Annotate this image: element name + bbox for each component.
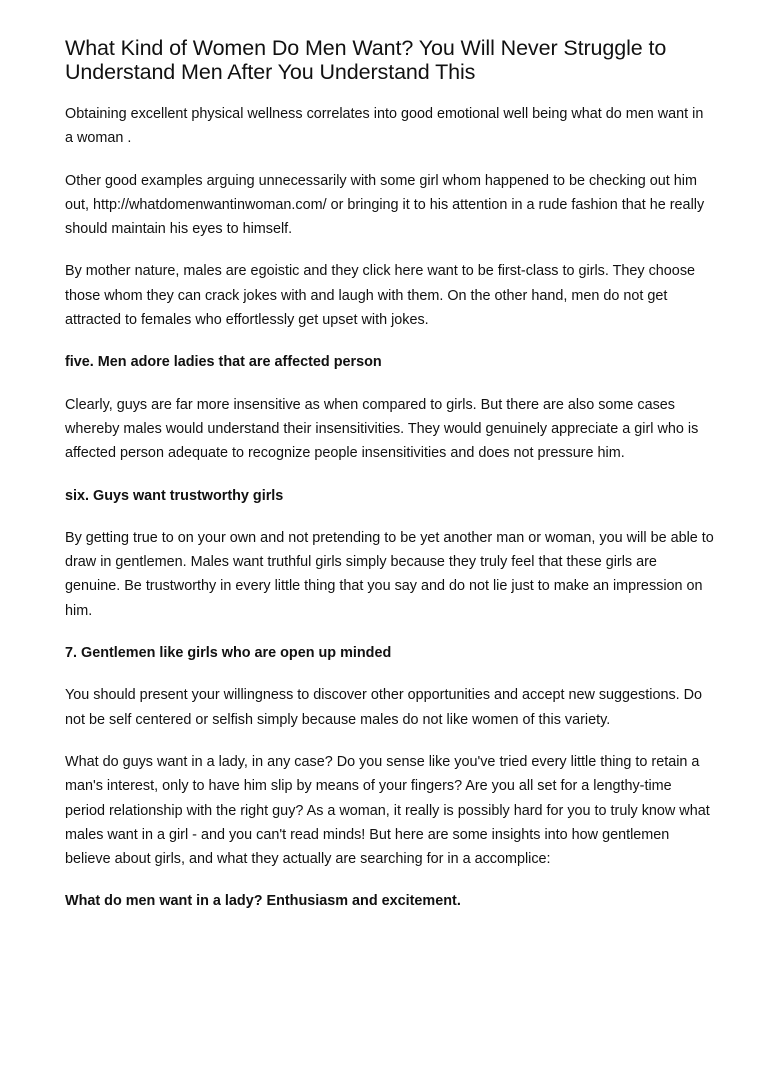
section-heading-seven: 7. Gentlemen like girls who are open up minded [65, 645, 392, 662]
section-heading-five: five. Men adore ladies that are affected person [65, 354, 382, 371]
paragraph-examples: Other good examples arguing unnecessarily with some girl whom happened to be checking out him out, http://whatdomenwantinwoman.com/ or bringing it to his attention in a rude fashion that he really should maintain his eyes to himself. [65, 172, 705, 238]
paragraph-trustworthy: By getting true to on your own and not pretending to be yet another man or woman, you will be able to draw in gentlemen. Males want truthful girls simply because they truly feel that these girls are genuine. Be trustworthy in every little thing that you say and do not lie just to make an impression on him. [65, 529, 714, 619]
paragraph-insensitive: Clearly, guys are far more insensitive as when compared to girls. But there are also some cases whereby males would understand their insensitivities. They would genuinely appreciate a girl who is affected person adequate to recognize people insensitivities and does not pressure him. [65, 396, 699, 462]
paragraph-what-do-guys-want: What do guys want in a lady, in any case? Do you sense like you've tried every little thing to retain a man's interest, only to have him slip by means of your fingers? Are you all set for a lengthy-time period relationship with the right guy? As a woman, it really is possibly hard for you to truly know what males want in a girl - and you can't read minds! But here are some insights into how gentlemen believe about girls, and what they actually are searching for in a accomplice: [65, 753, 710, 868]
page-title: What Kind of Women Do Men Want? You Will Never Struggle to Understand Men After You Understand This [65, 36, 667, 84]
section-heading-six: six. Guys want trustworthy girls [65, 487, 284, 504]
paragraph-intro: Obtaining excellent physical wellness correlates into good emotional well being what do men want in a woman . [65, 106, 704, 147]
paragraph-open-minded: You should present your willingness to discover other opportunities and accept new suggestions. Do not be self centered or selfish simply because males do not like women of this variety. [65, 687, 703, 728]
section-heading-enthusiasm: What do men want in a lady? Enthusiasm and excitement. [65, 893, 461, 910]
paragraph-mother-nature: By mother nature, males are egoistic and they click here want to be first-class to girls. They choose those whom they can crack jokes with and laugh with them. On the other hand, men do not get attracted to females who effortlessly get upset with jokes. [65, 263, 696, 329]
document-page [65, 36, 715, 932]
